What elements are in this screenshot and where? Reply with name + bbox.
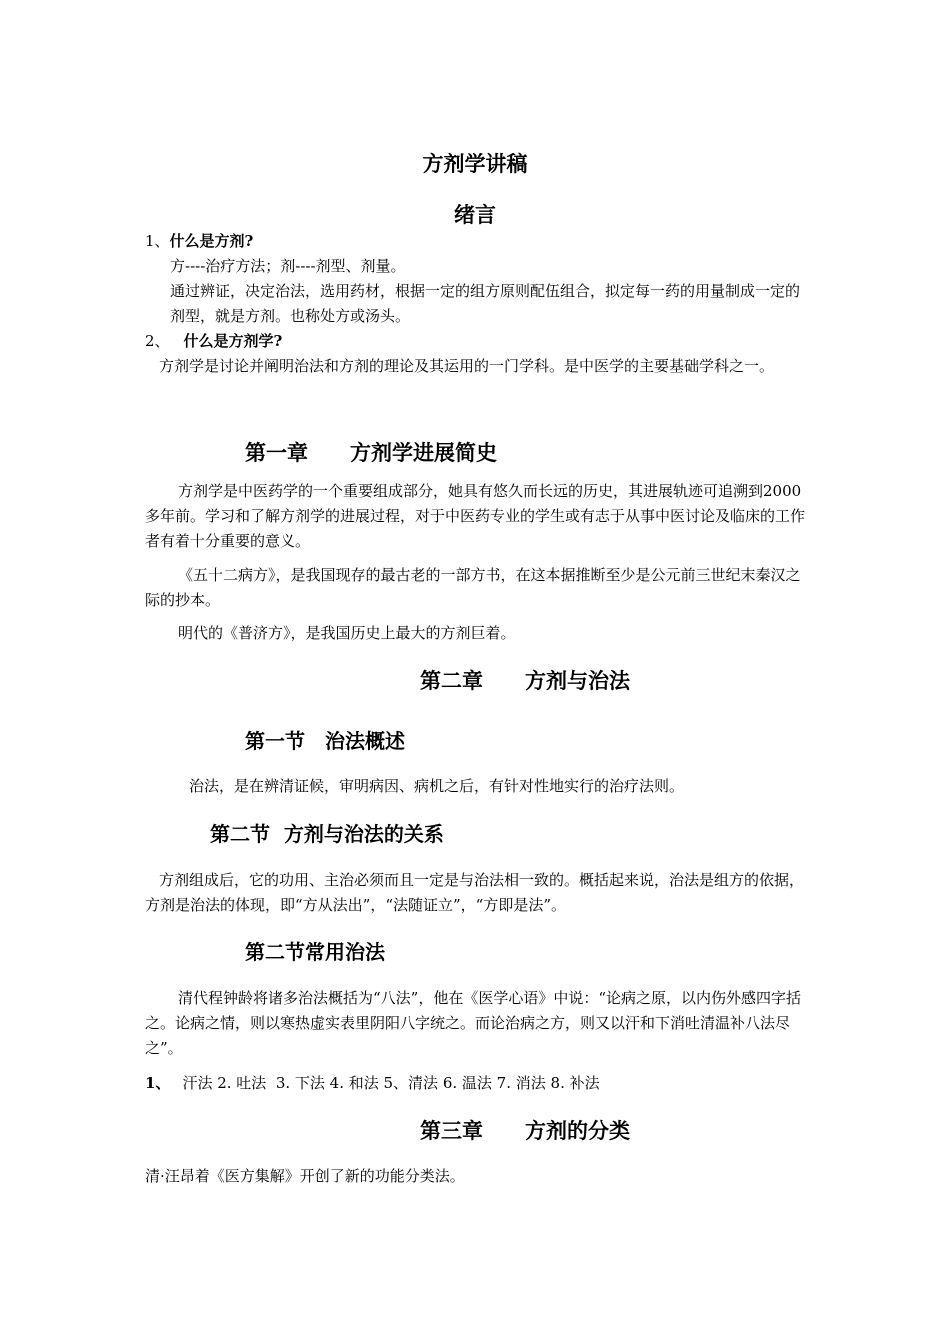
question-2 — [145, 329, 810, 354]
chapter-1-title: 第一章 方剂学进展简史 — [245, 440, 497, 465]
chapter-1-paragraph-3: 明代的《普济方》，是我国历史上最大的方剂巨着。 — [178, 624, 516, 642]
chapter-3-title: 第三章 方剂的分类 — [420, 1118, 630, 1143]
methods-text: 汗法 2. 吐法 3. 下法 4. 和法 5、清法 6. 温法 7. 消法 8. 补法 — [182, 1074, 600, 1092]
methods-number: 1、 — [145, 1074, 171, 1092]
question-2-label: 什么是方剂学? — [183, 332, 283, 350]
question-1 — [145, 229, 810, 254]
intro-heading: 绪言 — [454, 202, 496, 227]
section-2-title: 第二节 方剂与治法的关系 — [210, 822, 444, 846]
section-1-text: 治法，是在辨清证候，审明病因、病机之后，有针对性地实行的治疗法则。 — [189, 777, 685, 795]
chapter-1-paragraph-1: 方剂学是中医药学的一个重要组成部分，她具有悠久而长远的历史，其进展轨迹可追溯到2000多年前。学习和了解方剂学的进展过程，对于中医药专业的学生或有志于从事中医讨论及临床的工作者有着十分重要的意义。 — [145, 482, 806, 550]
question-1-number: 1、 — [145, 232, 170, 250]
question-1-line-1: 方----治疗方法；剂----剂型、剂量。 — [170, 257, 406, 275]
section-2-text: 方剂组成后，它的功用、主治必须而且一定是与治法相一致的。概括起来说，治法是组方的依据，方剂是治法的体现，即“方从法出”，“法随证立”，“方即是法”。 — [145, 871, 805, 914]
section-3-text: 清代程钟龄将诸多治法概括为“八法”，他在《医学心语》中说：“论病之原，以内伤外感四字括之。论病之情，则以寒热虚实表里阴阳八字统之。而论治病之方，则又以汗和下消吐清温补八法尽之”。 — [145, 989, 802, 1057]
chapter-3-text: 清·汪昂着《医方集解》开创了新的功能分类法。 — [145, 1167, 465, 1185]
section-1-title: 第一节 治法概述 — [245, 729, 405, 753]
question-1-line-2: 通过辨证，决定治法，选用药材，根据一定的组方原则配伍组合，拟定每一药的用量制成一定的剂型，就是方剂。也称处方或汤头。 — [170, 282, 801, 325]
methods-list — [145, 1071, 810, 1096]
question-1-label: 什么是方剂? — [169, 232, 254, 250]
question-2-number: 2、 — [145, 332, 170, 350]
chapter-1-paragraph-2: 《五十二病方》，是我国现存的最古老的一部方书，在这本据推断至少是公元前三世纪末秦汉之际的抄本。 — [145, 566, 801, 609]
section-3-title: 第二节常用治法 — [245, 940, 385, 964]
question-2-text: 方剂学是讨论并阐明治法和方剂的理论及其运用的一门学科。是中医学的主要基础学科之一。 — [159, 357, 775, 375]
chapter-2-title: 第二章 方剂与治法 — [420, 668, 630, 693]
document-title: 方剂学讲稿 — [422, 151, 528, 176]
